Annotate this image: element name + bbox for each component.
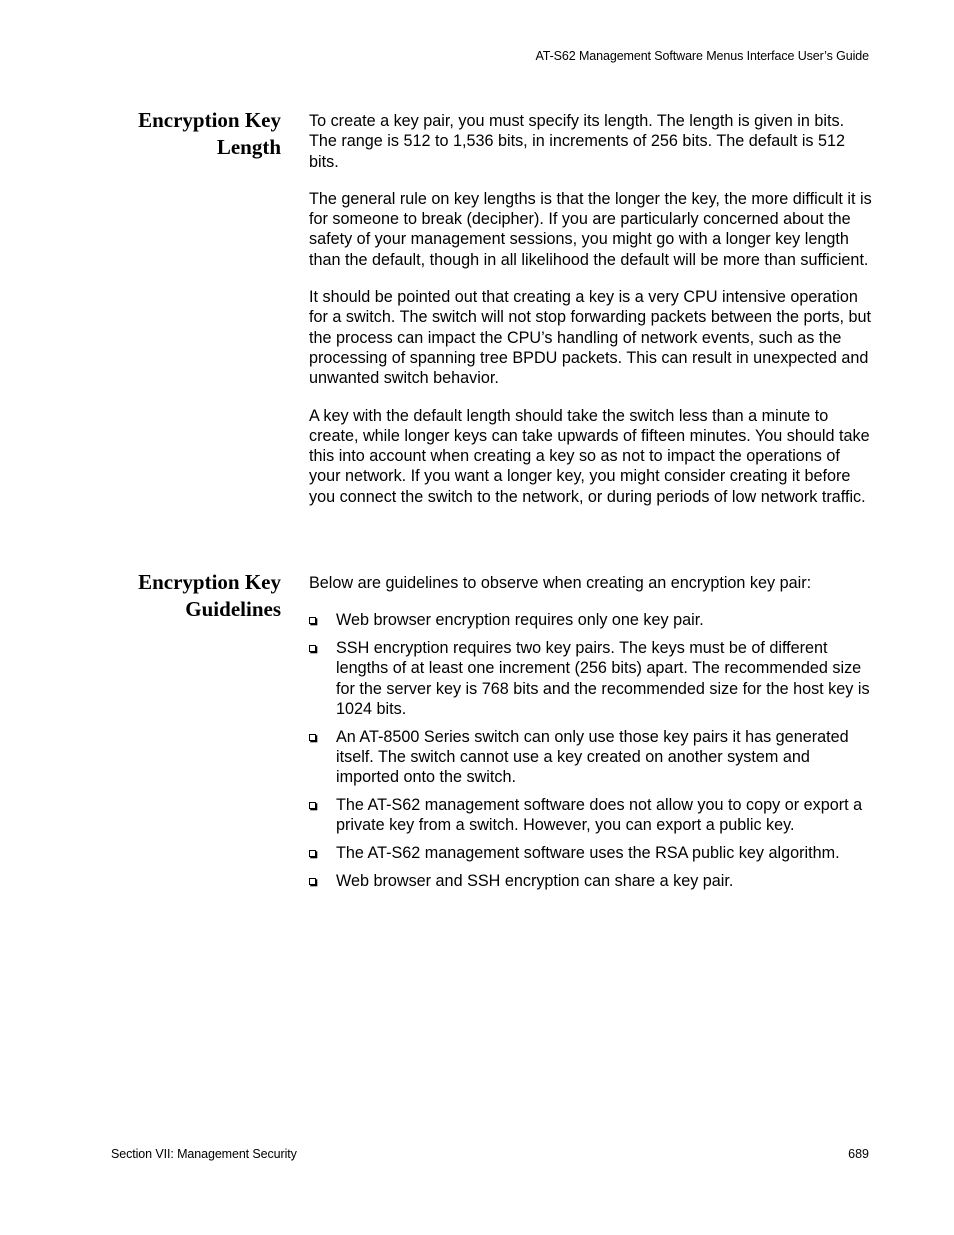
paragraph: The general rule on key lengths is that the longer the key, the more difficult it is for someone to break (decipher). If you are particularly concerned about the safety of your management sessions, you might go with a longer key length than the default, though in all likelihood the default will be more than sufficient. <box>309 189 872 269</box>
intro-paragraph: Below are guidelines to observe when creating an encryption key pair: <box>309 574 812 592</box>
section-body-key-length <box>309 111 874 524</box>
list-item-text: The AT-S62 management software does not allow you to copy or export a private key from a switch. However, you can export a public key. <box>336 796 863 835</box>
list-item <box>309 871 874 891</box>
list-item-text: The AT-S62 management software uses the RSA public key algorithm. <box>336 844 840 863</box>
list-item-text: Web browser encryption requires only one key pair. <box>336 611 704 630</box>
guidelines-list <box>309 610 874 891</box>
running-header: AT-S62 Management Software Menus Interface User’s Guide <box>535 49 869 63</box>
checkbox-bullet-icon <box>309 645 316 652</box>
page-number: 689 <box>848 1147 869 1161</box>
list-item-text: An AT-8500 Series switch can only use those key pairs it has generated itself. The switch cannot use a key created on another system and imported onto the switch. <box>336 727 849 787</box>
checkbox-bullet-icon <box>309 734 316 741</box>
checkbox-bullet-icon <box>309 802 316 809</box>
paragraph: To create a key pair, you must specify its length. The length is given in bits. The range is 512 to 1,536 bits, in increments of 256 bits. The default is 512 bits. <box>309 112 846 171</box>
list-item <box>309 638 874 719</box>
list-item <box>309 843 874 863</box>
checkbox-bullet-icon <box>309 617 316 624</box>
checkbox-bullet-icon <box>309 878 316 885</box>
list-item <box>309 727 874 788</box>
footer-section-label: Section VII: Management Security <box>111 1147 297 1161</box>
list-item-text: Web browser and SSH encryption can share a key pair. <box>336 872 734 891</box>
heading-line: Guidelines <box>185 596 281 621</box>
paragraph: It should be pointed out that creating a key is a very CPU intensive operation for a switch. The switch will not stop forwarding packets between the ports, but the process can impact the CPU’s handling of network events, such as the processing of spanning tree BPDU packets. This can result in unexpected and unwanted switch behavior. <box>309 288 872 388</box>
heading-line: Encryption Key <box>138 570 281 594</box>
section-heading-key-length <box>100 107 281 160</box>
section-heading-key-guidelines <box>100 569 281 622</box>
list-item-text: SSH encryption requires two key pairs. The keys must be of different lengths of at least one increment (256 bits) apart. The recommended size for the server key is 768 bits and the recommended size for the host key is 1024 bits. <box>336 639 870 718</box>
list-item <box>309 610 874 630</box>
paragraph: A key with the default length should take the switch less than a minute to create, while longer keys can take upwards of fifteen minutes. You should take this into account when creating a key so as not to impact the operations of your network. If you want a longer key, you might consider creating it before you connect the switch to the network, or during periods of low network traffic. <box>309 406 870 506</box>
heading-line: Encryption Key <box>138 108 281 132</box>
section-body-key-guidelines <box>309 573 874 899</box>
checkbox-bullet-icon <box>309 850 316 857</box>
list-item <box>309 795 874 836</box>
heading-line: Length <box>216 134 281 159</box>
